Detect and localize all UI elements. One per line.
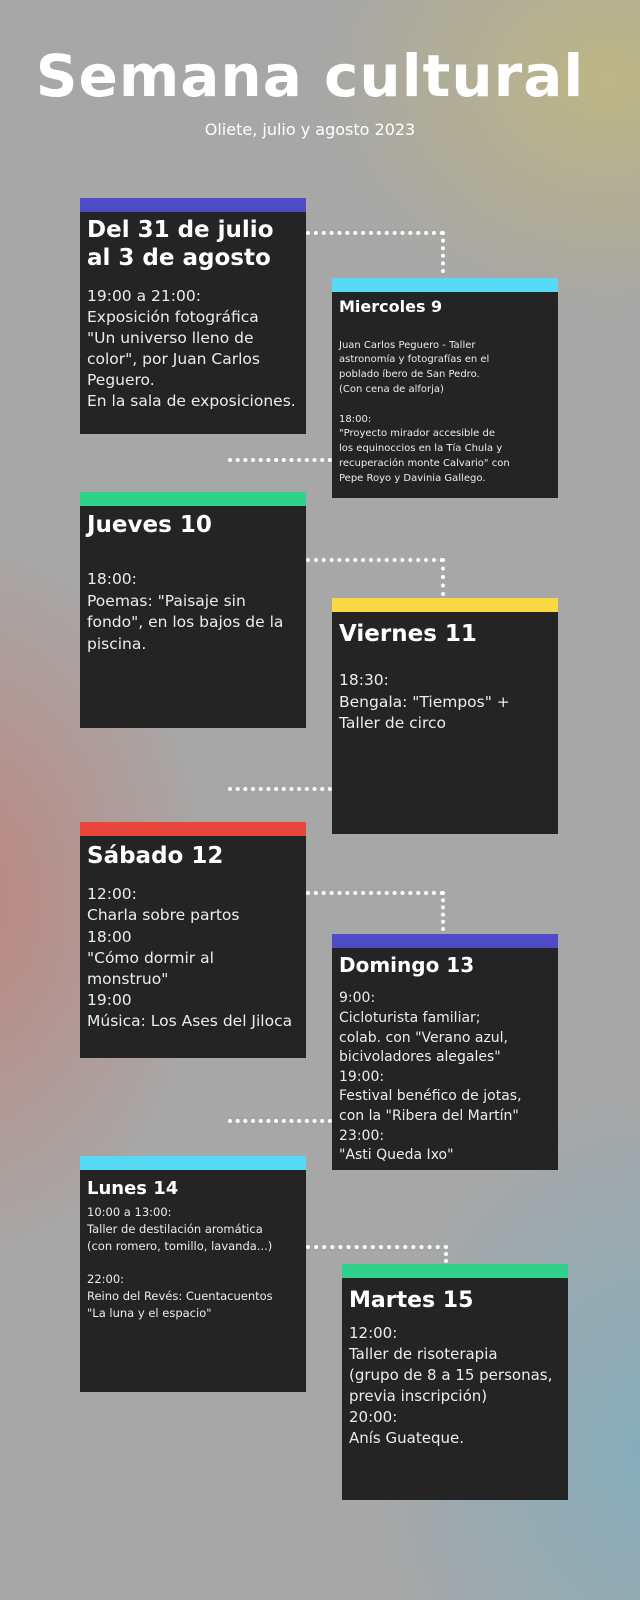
page-title: Semana cultural — [35, 42, 585, 110]
event-details: 12:00: Taller de risoterapia (grupo de 8 a 15 personas, previa inscripción) 20:00: Anís Guateque. — [349, 1323, 553, 1447]
event-card-domingo-13 — [332, 934, 558, 1170]
color-bar — [332, 934, 558, 948]
connector — [228, 787, 332, 791]
event-details: 10:00 a 13:00: Taller de destilación aromática (con romero, tomillo, lavanda...) 22:00: Reino del Revés: Cuentacuentos "La luna y el espacio" — [87, 1204, 273, 1320]
event-card-lunes-14 — [80, 1156, 306, 1392]
color-bar — [80, 1156, 306, 1170]
connector — [228, 458, 332, 462]
event-heading: Del 31 de julio al 3 de agosto — [87, 217, 274, 272]
color-bar — [332, 278, 558, 292]
event-heading: Sábado 12 — [87, 843, 224, 869]
event-heading: Jueves 10 — [87, 512, 212, 538]
connector — [306, 1245, 448, 1249]
event-details: 18:00: Poemas: "Paisaje sin fondo", en los bajos de la piscina. — [87, 570, 284, 654]
event-heading: Viernes 11 — [339, 621, 477, 647]
connector — [444, 1245, 448, 1263]
connector — [306, 231, 444, 235]
event-details: 18:30: Bengala: "Tiempos" + Taller de circo — [339, 671, 510, 733]
color-bar — [332, 598, 558, 612]
event-card-martes-15 — [342, 1264, 568, 1500]
event-heading: Lunes 14 — [87, 1178, 179, 1199]
event-heading: Miercoles 9 — [339, 297, 443, 316]
event-details: 19:00 a 21:00: Exposición fotográfica "Un universo lleno de color", por Juan Carlos Peguero. En la sala de exposiciones. — [87, 287, 296, 411]
event-card-miercoles-9 — [332, 278, 558, 498]
event-card-jueves-10 — [80, 492, 306, 728]
connector — [441, 891, 445, 931]
connector — [441, 231, 445, 273]
event-details: 9:00: Cicloturista familiar; colab. con "Verano azul, bicivoladores alegales" 19:00: Festival benéfico de jotas, con la "Ribera del Martín" 23:00: "Asti Queda Ixo" — [339, 990, 522, 1164]
event-heading: Martes 15 — [349, 1288, 474, 1313]
event-details: Juan Carlos Peguero - Taller astronomía y fotografías en el poblado íbero de San Pedro. (Con cena de alforja) 18:00: "Proyecto mirador accesible de los equinoccios en la Tía Chula y recuperación monte Calvario" con Pepe Royo y Davinia Gallego. — [339, 339, 510, 484]
connector — [228, 1119, 332, 1123]
color-bar — [80, 198, 306, 212]
color-bar — [80, 492, 306, 506]
event-card-31-julio — [80, 198, 306, 434]
page-subtitle: Oliete, julio y agosto 2023 — [204, 120, 416, 139]
connector — [441, 558, 445, 596]
event-heading: Domingo 13 — [339, 953, 475, 977]
event-card-sabado-12 — [80, 822, 306, 1058]
connector — [306, 891, 444, 895]
event-details: 12:00: Charla sobre partos 18:00 "Cómo dormir al monstruo" 19:00 Música: Los Ases del Jiloca — [87, 885, 293, 1031]
color-bar — [80, 822, 306, 836]
color-bar — [342, 1264, 568, 1278]
connector — [306, 558, 444, 562]
event-card-viernes-11 — [332, 598, 558, 834]
